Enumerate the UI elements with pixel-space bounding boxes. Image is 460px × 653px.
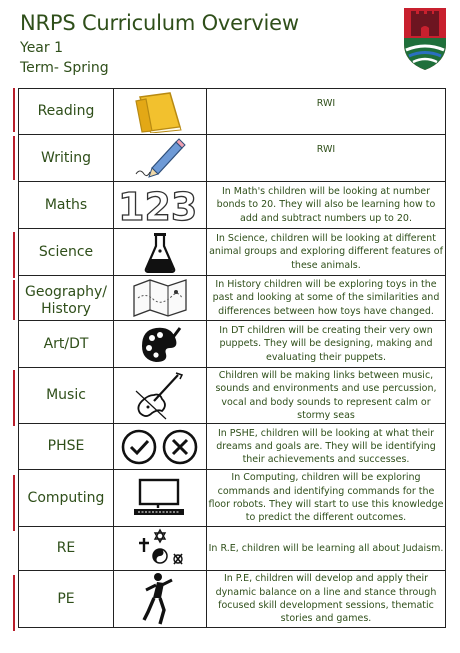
description-text: In R.E, children will be learning all about Judaism. xyxy=(207,527,446,571)
description-text: In PSHE, children will be looking at what their dreams and goals are. They will be identifying their achievements and successes. xyxy=(207,424,446,470)
subject-label: PHSE xyxy=(19,424,114,470)
religious-symbols-icon xyxy=(132,528,188,570)
icon-cell xyxy=(114,135,207,182)
icon-cell xyxy=(114,229,207,276)
table-row xyxy=(19,276,446,321)
runner-icon xyxy=(142,572,178,626)
icon-cell xyxy=(114,368,207,424)
table-row xyxy=(19,229,446,276)
subject-label: Computing xyxy=(19,470,114,527)
table-row xyxy=(19,321,446,368)
margin-mark xyxy=(13,370,15,426)
table-row xyxy=(19,368,446,424)
subject-label: Maths xyxy=(19,182,114,229)
subject-label: PE xyxy=(19,571,114,628)
icon-cell xyxy=(114,527,207,571)
margin-mark xyxy=(13,232,15,278)
icon-cell xyxy=(114,321,207,368)
palette-icon xyxy=(138,324,182,364)
table-row xyxy=(19,182,446,229)
margin-mark xyxy=(13,136,15,180)
icon-cell xyxy=(114,470,207,527)
subject-label: Writing xyxy=(19,135,114,182)
icon-cell xyxy=(114,182,207,229)
table-row xyxy=(19,424,446,470)
check-cross-icon xyxy=(120,428,200,466)
description-text: In Math's children will be looking at number bonds to 20. They will also be learning how to add and subtract numbers up to 20. xyxy=(207,182,446,229)
margin-mark xyxy=(13,475,15,531)
page-title: NRPS Curriculum Overview xyxy=(20,11,299,35)
subject-label: Art/DT xyxy=(19,321,114,368)
table-row xyxy=(19,571,446,628)
description-text: RWI xyxy=(207,89,446,135)
margin-mark xyxy=(13,280,15,320)
pencil-icon xyxy=(132,136,188,180)
map-icon xyxy=(132,278,188,318)
header xyxy=(20,8,299,78)
subject-label: RE xyxy=(19,527,114,571)
description-text: Children will be making links between music, sounds and environments and use percussion, vocal and body sounds to represent calm or stormy seas xyxy=(207,368,446,424)
subject-label: Music xyxy=(19,368,114,424)
description-text: RWI xyxy=(207,135,446,182)
table-row xyxy=(19,89,446,135)
table-row xyxy=(19,470,446,527)
year-label: Year 1 xyxy=(20,40,63,56)
computer-icon xyxy=(130,478,190,518)
icon-cell xyxy=(114,276,207,321)
subject-label: Geography/ History xyxy=(19,276,114,321)
description-text: In Science, children will be looking at different animal groups and exploring different features of these animals. xyxy=(207,229,446,276)
icon-cell xyxy=(114,89,207,135)
icon-cell xyxy=(114,424,207,470)
term-label: Term- Spring xyxy=(20,60,109,76)
table-row xyxy=(19,527,446,571)
subject-label: Reading xyxy=(19,89,114,135)
description-text: In Computing, children will be exploring commands and identifying commands for the floor robots. They will start to use this knowledge to predict the different outcomes. xyxy=(207,470,446,527)
description-text: In History children will be exploring toys in the past and looking at some of the similarities and differences between how toys have changed. xyxy=(207,276,446,321)
violin-icon xyxy=(132,371,188,421)
icon-cell xyxy=(114,571,207,628)
curriculum-table xyxy=(18,88,446,628)
book-icon xyxy=(132,91,188,133)
description-text: In P.E, children will develop and apply their dynamic balance on a line and stance through focused skill development sessions, thematic stories and games. xyxy=(207,571,446,628)
margin-mark xyxy=(13,575,15,631)
table-row xyxy=(19,135,446,182)
flask-icon xyxy=(143,231,177,273)
subject-label: Science xyxy=(19,229,114,276)
margin-mark xyxy=(13,88,15,132)
school-crest-logo xyxy=(402,6,448,72)
svg-text:123: 123 xyxy=(118,186,198,224)
description-text: In DT children will be creating their very own puppets. They will be designing, making and evaluating their puppets. xyxy=(207,321,446,368)
numbers-123-icon xyxy=(116,186,204,224)
